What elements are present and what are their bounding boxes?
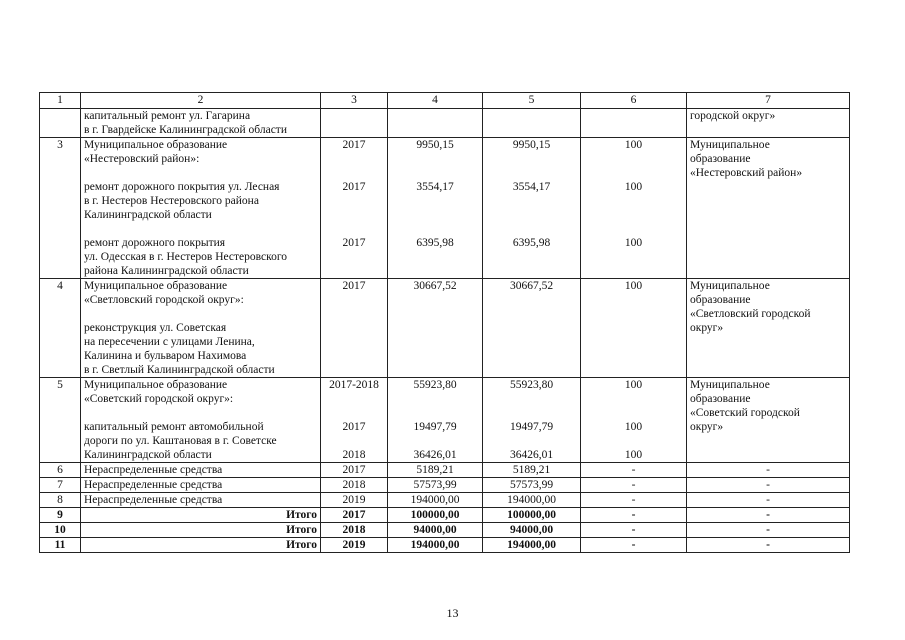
table-row: 6 Нераспределенные средства 2017 5189,21 5189,21 - - xyxy=(40,463,850,478)
amount-cell: 9950,15 3554,17 6395,98 xyxy=(388,138,483,279)
column-header: 2 xyxy=(81,93,321,109)
page-number: 13 xyxy=(446,606,459,620)
recipient: Муниципальное образование «Нестеровский район» xyxy=(687,138,850,279)
table-row-continued xyxy=(40,109,850,138)
column-header-row xyxy=(40,93,850,109)
table-row: 8 Нераспределенные средства 2019 194000,00 194000,00 - - xyxy=(40,493,850,508)
row-number: 4 xyxy=(40,279,81,378)
column-header: 7 xyxy=(687,93,850,109)
total-row: 10 Итого 2018 94000,00 94000,00 - - xyxy=(40,523,850,538)
funding-table xyxy=(39,92,850,553)
total-row: 11 Итого 2019 194000,00 194000,00 - - xyxy=(40,538,850,553)
amount-cell: 55923,80 19497,79 36426,01 xyxy=(483,378,581,463)
table-row: 7 Нераспределенные средства 2018 57573,99 57573,99 - - xyxy=(40,478,850,493)
object-name: Муниципальное образование «Нестеровский район»: ремонт дорожного покрытия ул. Лесная в г. Нестеров Нестеровского района Калининградской области ремонт дорожного покрытия ул. Одесская в г. Нестеров Нестеровского района Калининградской области xyxy=(81,138,321,279)
column-header: 4 xyxy=(388,93,483,109)
object-name: капитальный ремонт ул. Гагарина в г. Гвардейске Калининградской области xyxy=(81,109,321,138)
row-number: 5 xyxy=(40,378,81,463)
year-cell: 2017 2017 2017 xyxy=(321,138,388,279)
column-header: 5 xyxy=(483,93,581,109)
row-number: 3 xyxy=(40,138,81,279)
amount-cell: 55923,80 19497,79 36426,01 xyxy=(388,378,483,463)
amount-cell: 30667,52 xyxy=(388,279,483,378)
table-row-3 xyxy=(40,138,850,279)
percent-cell: 100 100 100 xyxy=(581,378,687,463)
recipient: городской округ» xyxy=(687,109,850,138)
year-cell: 2017-2018 2017 2018 xyxy=(321,378,388,463)
column-header: 3 xyxy=(321,93,388,109)
table-row-4 xyxy=(40,279,850,378)
total-row: 9 Итого 2017 100000,00 100000,00 - - xyxy=(40,508,850,523)
recipient: Муниципальное образование «Советский городской округ» xyxy=(687,378,850,463)
amount-cell: 30667,52 xyxy=(483,279,581,378)
percent-cell: 100 100 100 xyxy=(581,138,687,279)
object-name: Муниципальное образование «Советский городской округ»: капитальный ремонт автомобильной дороги по ул. Каштановая в г. Советске Калининградской области xyxy=(81,378,321,463)
object-name: Муниципальное образование «Светловский городской округ»: реконструкция ул. Советская на пересечении с улицами Ленина, Калинина и бульваром Нахимова в г. Светлый Калининградской области xyxy=(81,279,321,378)
amount-cell: 9950,15 3554,17 6395,98 xyxy=(483,138,581,279)
recipient: Муниципальное образование «Светловский городской округ» xyxy=(687,279,850,378)
column-header: 1 xyxy=(40,93,81,109)
table-row-5 xyxy=(40,378,850,463)
column-header: 6 xyxy=(581,93,687,109)
year-cell: 2017 xyxy=(321,279,388,378)
percent-cell: 100 xyxy=(581,279,687,378)
